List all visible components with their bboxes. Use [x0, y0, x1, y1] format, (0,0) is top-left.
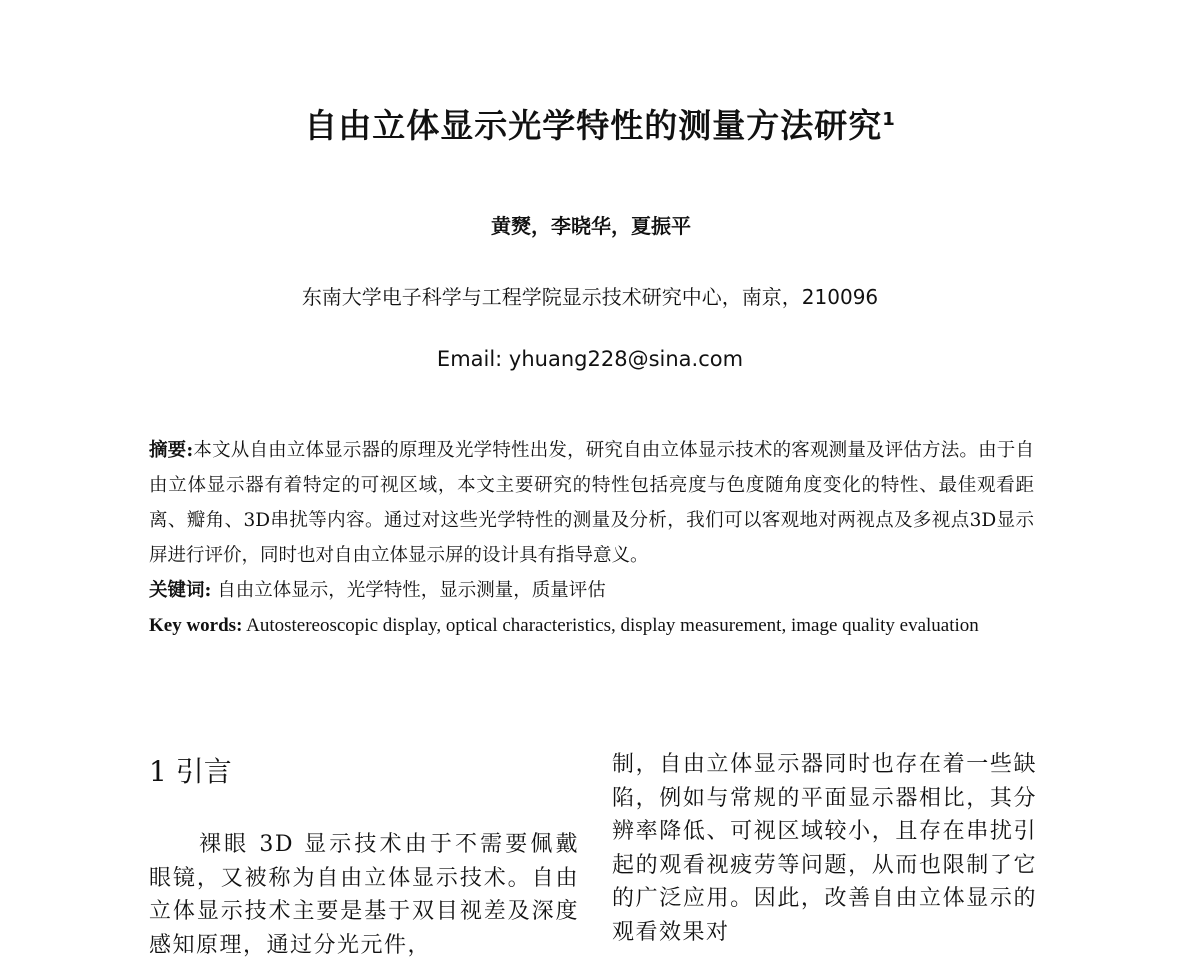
paper-title	[0, 100, 1200, 147]
keywords-cn	[149, 573, 1034, 608]
abstract-label: 摘要:	[149, 440, 194, 461]
abstract-block	[149, 433, 1034, 643]
right-column-text: 制，自由立体显示器同时也存在着一些缺陷，例如与常规的平面显示器相比，其分辨率降低、可视区域较小，且存在串扰引起的观看视疲劳等问题，从而也限制了它的广泛应用。因此，改善自由立体显示的观看效果对	[612, 752, 1037, 945]
title-text: 自由立体显示光学特性的测量方法研究	[304, 106, 883, 145]
keywords-en-label: Key words:	[149, 615, 243, 636]
section-heading: 1 引言	[149, 755, 232, 788]
keywords-en-text: Autostereoscopic display, optical characteristics, display measurement, image quality evaluation	[246, 615, 979, 636]
author-email: Email: yhuang228@sina.com	[436, 347, 744, 371]
keywords-en	[149, 608, 1034, 643]
title-footnote-marker: 1	[882, 109, 896, 130]
right-column	[612, 748, 1037, 949]
abstract-text: 本文从自由立体显示器的原理及光学特性出发，研究自由立体显示技术的客观测量及评估方法。由于自由立体显示器有着特定的可视区域，本文主要研究的特性包括亮度与色度随角度变化的特性、最佳观看距离、瓣角、3D串扰等内容。通过对这些光学特性的测量及分析，我们可以客观地对两视点及多视点3D显示屏进行评价，同时也对自由立体显示屏的设计具有指导意义。	[149, 440, 1034, 566]
keywords-cn-text: 自由立体显示，光学特性，显示测量，质量评估	[217, 580, 606, 601]
author-list: 黄燹，李晓华，夏振平	[491, 214, 691, 238]
left-column	[149, 750, 579, 962]
keywords-cn-label: 关键词:	[149, 580, 212, 601]
left-column-text: 裸眼 3D 显示技术由于不需要佩戴眼镜，又被称为自由立体显示技术。自由立体显示技术主要是基于双目视差及深度感知原理，通过分光元件，	[149, 832, 579, 958]
abstract-paragraph	[149, 433, 1034, 573]
affiliation: 东南大学电子科学与工程学院显示技术研究中心，南京，210096	[301, 285, 879, 309]
